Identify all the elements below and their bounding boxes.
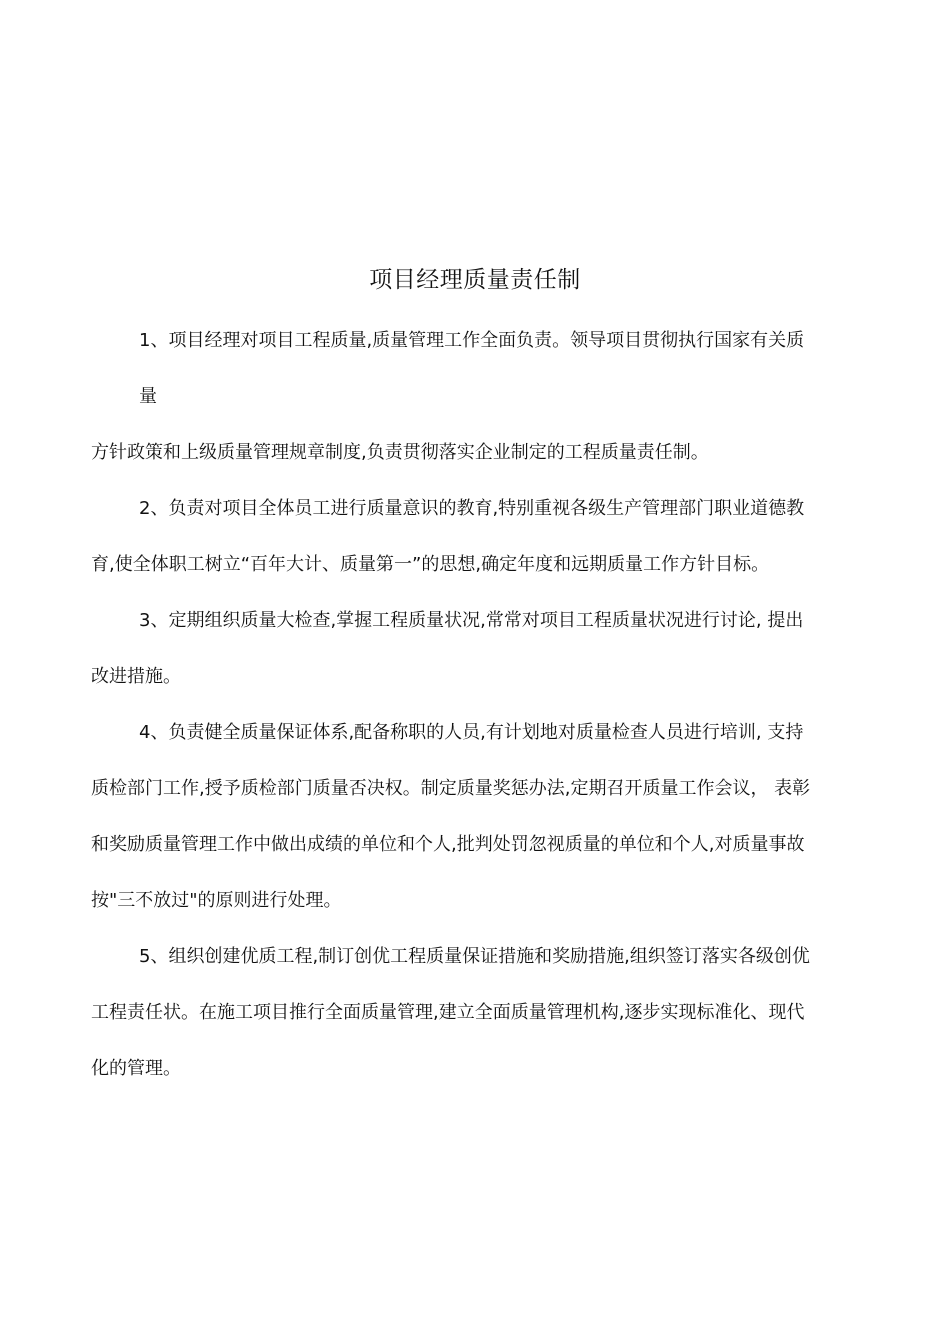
- paragraph-4-line-4: 按"三不放过"的原则进行处理。: [91, 890, 342, 911]
- paragraph-1-line-2: 量: [139, 386, 157, 407]
- paragraph-5-line-3: 化的管理。: [91, 1058, 181, 1079]
- paragraph-5-line-1: 5、组织创建优质工程,制订创优工程质量保证措施和奖励措施,组织签订落实各级创优: [139, 946, 810, 967]
- paragraph-3-line-1: 3、定期组织质量大检查,掌握工程质量状况,常常对项目工程质量状况进行讨论, 提出: [139, 610, 804, 631]
- paragraph-1-line-3: 方针政策和上级质量管理规章制度,负责贯彻落实企业制定的工程质量责任制。: [91, 442, 709, 463]
- paragraph-4-line-1: 4、负责健全质量保证体系,配备称职的人员,有计划地对质量检查人员进行培训, 支持: [139, 722, 804, 743]
- paragraph-2-line-1: 2、负责对项目全体员工进行质量意识的教育,特别重视各级生产管理部门职业道德教: [139, 498, 805, 519]
- paragraph-4-line-3: 和奖励质量管理工作中做出成绩的单位和个人,批判处罚忽视质量的单位和个人,对质量事故: [91, 834, 805, 855]
- paragraph-4-line-2: 质检部门工作,授予质检部门质量否决权。制定质量奖惩办法,定期召开质量工作会议， 表彰: [91, 778, 811, 799]
- paragraph-5-line-2: 工程责任状。在施工项目推行全面质量管理,建立全面质量管理机构,逐步实现标准化、现代: [91, 1002, 805, 1023]
- paragraph-2-line-2: 育,使全体职工树立“百年大计、质量第一”的思想,确定年度和远期质量工作方针目标。: [91, 554, 770, 575]
- document-title: 项目经理质量责任制: [369, 267, 581, 293]
- paragraph-1-line-1: 1、项目经理对项目工程质量,质量管理工作全面负责。领导项目贯彻执行国家有关质: [139, 330, 805, 351]
- paragraph-3-line-2: 改进措施。: [91, 666, 181, 687]
